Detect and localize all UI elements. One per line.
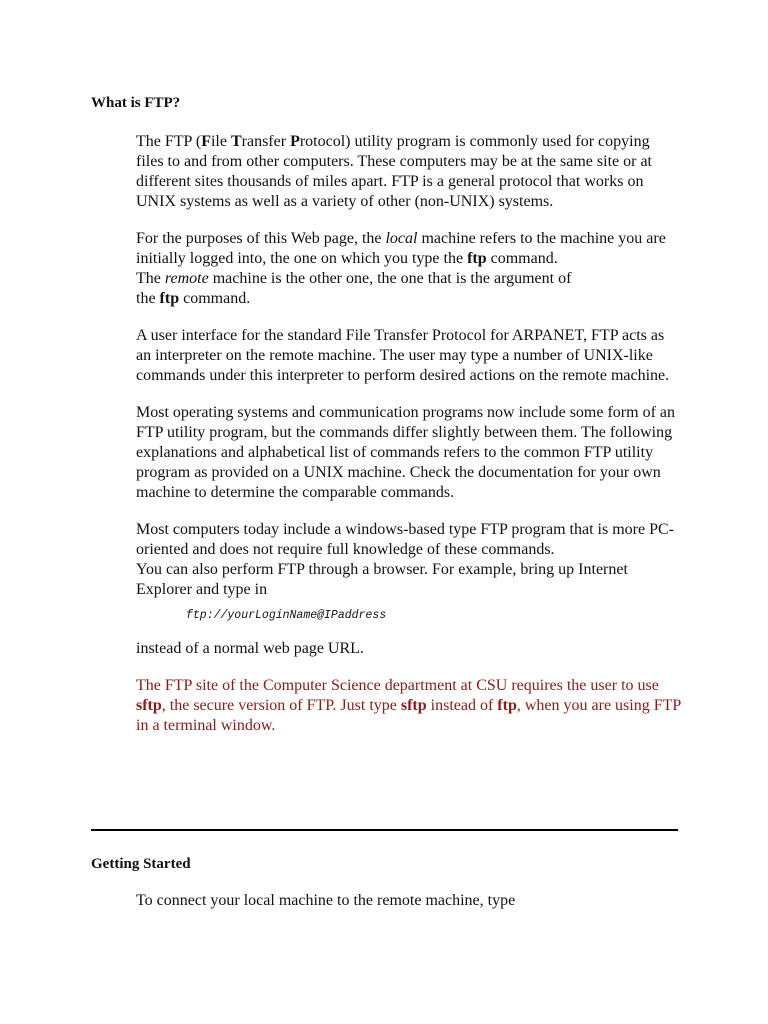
bold-letter: P bbox=[290, 133, 300, 150]
bold-command: sftp bbox=[136, 697, 162, 714]
paragraph-local-remote bbox=[136, 229, 681, 309]
section-heading-getting-started: Getting Started bbox=[91, 856, 191, 872]
bold-letter: F bbox=[201, 133, 211, 150]
text-run: , the secure version of FTP. Just type bbox=[161, 697, 401, 714]
section-body-getting-started bbox=[136, 891, 681, 928]
text-run: rotocol) utility program is commonly used for copying files to and from other computers. These computers may be at the same site or at different sites thousands of miles apart. FTP is a general protocol that works on UNIX systems as well as a variety of other (non-UNIX) systems. bbox=[136, 133, 652, 210]
text-run: the bbox=[136, 290, 160, 307]
text-run: machine refers to the machine you are initially logged into, the one on which you type the bbox=[136, 230, 666, 267]
paragraph-instead-of-url: instead of a normal web page URL. bbox=[136, 640, 364, 657]
paragraph-user-interface: A user interface for the standard File Transfer Protocol for ARPANET, FTP acts as an interpreter on the remote machine. The user may type a number of UNIX-like commands under this interpreter to perform desired actions on the remote machine. bbox=[136, 327, 670, 384]
horizontal-rule bbox=[91, 829, 678, 831]
bold-command: sftp bbox=[400, 697, 427, 714]
text-run: machine is the other one, the one that is the argument of bbox=[208, 270, 572, 287]
italic-term: local bbox=[385, 230, 418, 247]
section-body-what-is-ftp bbox=[136, 132, 681, 753]
text-run: ransfer bbox=[241, 133, 291, 150]
text-run: You can also perform FTP through a browser. For example, bring up Internet Explorer and type in bbox=[136, 561, 628, 598]
text-run: ile bbox=[210, 133, 231, 150]
text-run: , when you are using FTP in a terminal window. bbox=[136, 697, 681, 734]
section-heading-what-is-ftp: What is FTP? bbox=[91, 95, 181, 111]
text-run: The FTP site of the Computer Science department at CSU requires the user to use bbox=[136, 677, 659, 694]
paragraph-operating-systems: Most operating systems and communication programs now include some form of an FTP utility program, but the commands differ slightly between them. The following explanations and alphabetical list of commands refers to the common FTP utility program as provided on a UNIX machine. Check the documentation for your own machine to determine the comparable commands. bbox=[136, 404, 676, 501]
bold-command: ftp bbox=[497, 697, 517, 714]
text-run: For the purposes of this Web page, the bbox=[136, 230, 386, 247]
code-example-ftp-url: ftp://yourLoginName@IPaddress bbox=[186, 609, 387, 622]
paragraph-ftp-definition bbox=[136, 132, 681, 212]
text-run: instead of bbox=[426, 697, 498, 714]
paragraph-csu-sftp-note bbox=[136, 676, 681, 736]
text-run: command. bbox=[179, 290, 251, 307]
bold-command: ftp bbox=[159, 290, 180, 307]
text-run: Most computers today include a windows-based type FTP program that is more PC-oriented and does not require full knowledge of these commands. bbox=[136, 521, 674, 558]
bold-letter: T bbox=[230, 133, 242, 150]
bold-command: ftp bbox=[467, 250, 487, 267]
italic-term: remote bbox=[164, 270, 209, 287]
paragraph-windows-based bbox=[136, 520, 681, 600]
text-run: command. bbox=[486, 250, 558, 267]
text-run: The bbox=[136, 270, 165, 287]
paragraph-connect: To connect your local machine to the remote machine, type bbox=[136, 892, 516, 909]
text-run: The FTP ( bbox=[136, 133, 202, 150]
